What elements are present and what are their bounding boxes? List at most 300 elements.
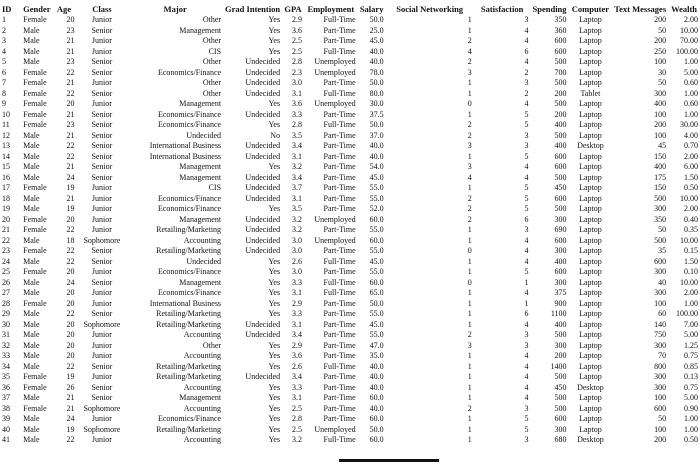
table-cell[interactable]: 50 — [658, 25, 667, 35]
table-cell[interactable]: 2 — [524, 67, 529, 77]
table-cell[interactable]: Part-Time — [323, 372, 356, 381]
table-cell[interactable]: 750 — [654, 330, 667, 339]
table-cell[interactable]: 6 — [524, 46, 529, 56]
table-cell[interactable]: 2 — [467, 193, 472, 203]
table-cell[interactable]: 3.4 — [292, 372, 302, 381]
table-cell[interactable]: 600 — [654, 403, 667, 413]
table-cell[interactable]: 38 — [2, 403, 10, 413]
table-cell[interactable]: 1 — [467, 435, 472, 444]
table-cell[interactable]: Laptop — [579, 225, 602, 234]
table-cell[interactable]: 78.0 — [369, 67, 384, 77]
table-cell[interactable]: Yes — [268, 36, 281, 45]
table-cell[interactable]: 2 — [467, 36, 472, 45]
table-cell[interactable]: 0.10 — [684, 267, 698, 276]
table-cell[interactable]: 400 — [554, 141, 567, 150]
table-cell[interactable]: 600 — [554, 36, 567, 45]
table-cell[interactable]: Laptop — [579, 256, 602, 266]
table-cell[interactable]: Accounting — [183, 351, 222, 360]
table-cell[interactable]: 3 — [524, 340, 529, 350]
table-cell[interactable]: 21 — [66, 393, 75, 402]
table-cell[interactable]: Undecided — [245, 141, 281, 150]
table-cell[interactable]: 600 — [554, 162, 567, 171]
table-cell[interactable]: Senior — [91, 246, 113, 255]
table-cell[interactable]: Female — [23, 15, 47, 24]
table-cell[interactable]: International Business — [149, 141, 222, 150]
table-cell[interactable]: Yes — [268, 46, 281, 56]
table-cell[interactable]: Male — [23, 25, 40, 35]
table-cell[interactable]: 200 — [554, 88, 567, 98]
table-cell[interactable]: Retailing/Marketing — [156, 225, 222, 234]
table-cell[interactable]: 0.75 — [684, 351, 698, 360]
table-cell[interactable]: 20 — [66, 340, 75, 350]
table-cell[interactable]: Junior — [91, 46, 112, 56]
table-cell[interactable]: 2 — [467, 403, 472, 413]
table-cell[interactable]: 500 — [554, 393, 567, 402]
table-cell[interactable]: 5 — [524, 204, 529, 213]
table-cell[interactable]: 2.00 — [684, 15, 698, 24]
table-cell[interactable]: 500 — [554, 130, 567, 140]
table-cell[interactable]: 1 — [467, 235, 472, 245]
table-cell[interactable]: 3.0 — [292, 267, 302, 276]
table-cell[interactable]: Laptop — [579, 15, 602, 24]
table-cell[interactable]: 400 — [554, 319, 567, 329]
table-cell[interactable]: Junior — [91, 298, 112, 308]
table-cell[interactable]: 55.0 — [369, 267, 384, 276]
table-cell[interactable]: Laptop — [579, 361, 602, 371]
table-cell[interactable]: 3.3 — [292, 382, 302, 392]
table-cell[interactable]: 2.5 — [292, 424, 302, 434]
table-cell[interactable]: Yes — [268, 424, 281, 434]
table-cell[interactable]: 1.50 — [684, 256, 698, 266]
table-cell[interactable]: 40.0 — [369, 151, 384, 161]
table-cell[interactable]: 0.15 — [684, 246, 698, 255]
table-cell[interactable]: 3 — [467, 141, 472, 150]
table-cell[interactable]: 800 — [654, 361, 667, 371]
table-cell[interactable]: 1 — [467, 78, 472, 87]
table-cell[interactable]: 45.0 — [369, 256, 384, 266]
table-cell[interactable]: 35 — [2, 372, 10, 381]
table-cell[interactable]: 10.00 — [680, 235, 698, 245]
table-cell[interactable]: Yes — [268, 256, 281, 266]
table-cell[interactable]: 50.0 — [369, 78, 384, 87]
table-cell[interactable]: 100 — [654, 424, 667, 434]
table-cell[interactable]: 29 — [2, 309, 10, 318]
table-cell[interactable]: 2.5 — [292, 46, 302, 56]
table-cell[interactable]: Management — [179, 172, 222, 182]
table-cell[interactable]: Unemployed — [314, 99, 356, 108]
table-cell[interactable]: Yes — [268, 267, 281, 276]
table-cell[interactable]: 300 — [654, 382, 667, 392]
table-cell[interactable]: Undecided — [245, 57, 281, 66]
table-cell[interactable]: 600 — [554, 235, 567, 245]
table-cell[interactable]: Tablet — [580, 88, 601, 98]
table-cell[interactable]: 65.0 — [369, 288, 384, 297]
table-cell[interactable]: 28 — [2, 298, 10, 308]
table-cell[interactable]: 55.0 — [369, 183, 384, 192]
table-cell[interactable]: 18 — [66, 235, 75, 245]
table-cell[interactable]: Laptop — [579, 193, 602, 203]
col-header-employment[interactable]: Employment — [307, 3, 355, 14]
table-cell[interactable]: 450 — [554, 183, 567, 192]
table-cell[interactable]: 2 — [467, 57, 472, 66]
table-cell[interactable]: Part-Time — [323, 151, 356, 161]
table-cell[interactable]: 3.3 — [292, 309, 302, 318]
table-cell[interactable]: Female — [23, 99, 47, 108]
table-cell[interactable]: 6 — [524, 214, 529, 224]
table-cell[interactable]: 100.00 — [676, 46, 698, 56]
table-cell[interactable]: 21 — [2, 225, 10, 234]
table-cell[interactable]: Junior — [91, 99, 112, 108]
table-cell[interactable]: Male — [23, 36, 40, 45]
table-cell[interactable]: Part-Time — [323, 393, 356, 402]
table-cell[interactable]: Male — [23, 424, 40, 434]
table-cell[interactable]: Female — [23, 78, 47, 87]
table-cell[interactable]: Undecided — [245, 78, 281, 87]
table-cell[interactable]: 3 — [524, 15, 529, 24]
table-cell[interactable]: 4 — [524, 393, 529, 402]
table-cell[interactable]: 400 — [654, 99, 667, 108]
table-cell[interactable]: 2.3 — [292, 67, 302, 77]
table-cell[interactable]: 3.3 — [292, 109, 302, 119]
table-cell[interactable]: Male — [23, 361, 40, 371]
table-cell[interactable]: 2.6 — [292, 256, 302, 266]
table-cell[interactable]: Male — [23, 235, 40, 245]
table-cell[interactable]: 37.5 — [369, 109, 384, 119]
table-cell[interactable]: Laptop — [579, 414, 602, 423]
table-cell[interactable]: 22 — [66, 141, 75, 150]
table-cell[interactable]: 4 — [524, 351, 529, 360]
table-cell[interactable]: 2.8 — [292, 120, 302, 129]
table-cell[interactable]: 55.0 — [369, 193, 384, 203]
table-cell[interactable]: 200 — [654, 36, 667, 45]
table-cell[interactable]: Part-Time — [323, 36, 356, 45]
table-cell[interactable]: Yes — [268, 277, 281, 287]
table-cell[interactable]: Full-Time — [323, 256, 356, 266]
table-cell[interactable]: 22 — [66, 225, 75, 234]
table-cell[interactable]: 30 — [658, 67, 667, 77]
table-cell[interactable]: 1.00 — [684, 424, 698, 434]
table-cell[interactable]: Part-Time — [323, 351, 356, 360]
table-cell[interactable]: 100 — [654, 57, 667, 66]
table-cell[interactable]: 70 — [658, 351, 667, 360]
table-cell[interactable]: Male — [23, 277, 40, 287]
table-cell[interactable]: Senior — [91, 361, 113, 371]
table-cell[interactable]: Yes — [268, 25, 281, 35]
table-cell[interactable]: Senior — [91, 172, 113, 182]
table-cell[interactable]: Female — [23, 267, 47, 276]
table-cell[interactable]: 2 — [2, 25, 6, 35]
table-cell[interactable]: Male — [23, 435, 40, 444]
table-cell[interactable]: Undecided — [245, 225, 281, 234]
table-cell[interactable]: 1.50 — [684, 172, 698, 182]
col-header-spending[interactable]: Spending — [532, 3, 567, 14]
table-cell[interactable]: 5 — [524, 120, 529, 129]
table-cell[interactable]: 23 — [66, 57, 75, 66]
table-cell[interactable]: Female — [23, 225, 47, 234]
table-cell[interactable]: Female — [23, 183, 47, 192]
table-cell[interactable]: Laptop — [579, 393, 602, 402]
table-cell[interactable]: 300 — [554, 246, 567, 255]
table-cell[interactable]: 100.00 — [676, 309, 698, 318]
table-cell[interactable]: 3 — [467, 67, 472, 77]
table-cell[interactable]: Junior — [91, 267, 112, 276]
table-cell[interactable]: 1.00 — [684, 109, 698, 119]
table-cell[interactable]: Male — [23, 46, 40, 56]
table-cell[interactable]: 21 — [66, 193, 75, 203]
table-cell[interactable]: Laptop — [579, 36, 602, 45]
table-cell[interactable]: Male — [23, 340, 40, 350]
table-cell[interactable]: Part-Time — [323, 267, 356, 276]
table-cell[interactable]: 21 — [66, 78, 75, 87]
table-cell[interactable]: 0 — [467, 99, 472, 108]
table-cell[interactable]: 400 — [554, 120, 567, 129]
table-cell[interactable]: 3 — [2, 36, 6, 45]
table-cell[interactable]: Unemployed — [314, 214, 356, 224]
table-cell[interactable]: International Business — [149, 298, 222, 308]
table-cell[interactable]: Retailing/Marketing — [156, 424, 222, 434]
table-cell[interactable]: 3.2 — [292, 435, 302, 444]
table-cell[interactable]: 150 — [654, 151, 667, 161]
col-header-gender[interactable]: Gender — [23, 3, 51, 14]
table-cell[interactable]: Female — [23, 109, 47, 119]
table-cell[interactable]: 2 — [467, 204, 472, 213]
table-cell[interactable]: 500 — [554, 204, 567, 213]
table-cell[interactable]: 30.00 — [680, 120, 698, 129]
table-cell[interactable]: 6.00 — [684, 162, 698, 171]
table-cell[interactable]: Laptop — [579, 288, 602, 297]
table-cell[interactable]: 0.90 — [684, 403, 698, 413]
table-cell[interactable]: 175 — [654, 172, 667, 182]
table-cell[interactable]: 4 — [524, 288, 529, 297]
table-cell[interactable]: Part-Time — [323, 193, 356, 203]
table-cell[interactable]: 1.00 — [684, 57, 698, 66]
table-cell[interactable]: 3 — [524, 130, 529, 140]
table-cell[interactable]: 21 — [66, 109, 75, 119]
table-cell[interactable]: Undecided — [245, 214, 281, 224]
table-cell[interactable]: 40.0 — [369, 361, 384, 371]
table-cell[interactable]: 4 — [524, 162, 529, 171]
table-cell[interactable]: CIS — [208, 183, 222, 192]
table-cell[interactable]: 41 — [2, 435, 10, 444]
table-cell[interactable]: Other — [202, 78, 222, 87]
table-cell[interactable]: Management — [179, 99, 222, 108]
table-cell[interactable]: Economics/Finance — [157, 120, 222, 129]
table-cell[interactable]: Laptop — [579, 330, 602, 339]
table-cell[interactable]: Economics/Finance — [157, 193, 222, 203]
table-cell[interactable]: 5.00 — [684, 393, 698, 402]
col-header-grad-intention[interactable]: Grad Intention — [225, 3, 281, 14]
table-cell[interactable]: 200 — [554, 109, 567, 119]
col-header-salary[interactable]: Salary — [359, 3, 384, 14]
table-cell[interactable]: 300 — [554, 340, 567, 350]
table-cell[interactable]: 1.00 — [684, 88, 698, 98]
table-cell[interactable]: 1 — [467, 414, 472, 423]
table-cell[interactable]: 21 — [66, 46, 75, 56]
table-cell[interactable]: 3.6 — [292, 99, 302, 108]
table-cell[interactable]: 1 — [467, 267, 472, 276]
table-cell[interactable]: Junior — [91, 372, 112, 381]
table-cell[interactable]: 2 — [524, 88, 529, 98]
table-cell[interactable]: 140 — [654, 319, 667, 329]
table-cell[interactable]: Desktop — [577, 382, 604, 392]
table-cell[interactable]: 500 — [554, 57, 567, 66]
table-cell[interactable]: Part-Time — [323, 109, 356, 119]
table-cell[interactable]: Laptop — [579, 130, 602, 140]
table-cell[interactable]: Desktop — [577, 141, 604, 150]
table-cell[interactable]: 11 — [2, 120, 10, 129]
table-cell[interactable]: 3.1 — [292, 151, 302, 161]
table-cell[interactable]: 1 — [467, 382, 472, 392]
table-cell[interactable]: 300 — [654, 340, 667, 350]
table-cell[interactable]: Part-Time — [323, 382, 356, 392]
col-header-age[interactable]: Age — [56, 3, 72, 14]
table-cell[interactable]: 2.00 — [684, 204, 698, 213]
table-cell[interactable]: Management — [179, 214, 222, 224]
table-cell[interactable]: Part-Time — [323, 340, 356, 350]
table-cell[interactable]: 3.2 — [292, 162, 302, 171]
table-cell[interactable]: 680 — [554, 435, 567, 444]
table-cell[interactable]: 1 — [467, 15, 472, 24]
table-cell[interactable]: 1 — [467, 393, 472, 402]
table-cell[interactable]: 8 — [2, 88, 6, 98]
table-cell[interactable]: Unemployed — [314, 424, 356, 434]
table-cell[interactable]: 22 — [66, 67, 75, 77]
table-cell[interactable]: CIS — [208, 46, 222, 56]
col-header-text-messages[interactable]: Text Messages — [614, 3, 667, 14]
table-cell[interactable]: Yes — [268, 298, 281, 308]
table-cell[interactable]: 20 — [66, 267, 75, 276]
table-cell[interactable]: 3.2 — [292, 214, 302, 224]
table-cell[interactable]: 3 — [524, 330, 529, 339]
table-cell[interactable]: 4 — [524, 99, 529, 108]
table-cell[interactable]: 25 — [2, 267, 10, 276]
table-cell[interactable]: 1.25 — [684, 340, 698, 350]
table-cell[interactable]: Other — [202, 88, 222, 98]
table-cell[interactable]: Management — [179, 25, 222, 35]
table-cell[interactable]: Female — [23, 246, 47, 255]
table-cell[interactable]: 24 — [66, 172, 75, 182]
table-cell[interactable]: Senior — [91, 141, 113, 150]
table-cell[interactable]: 2.6 — [292, 361, 302, 371]
table-cell[interactable]: Undecided — [186, 130, 222, 140]
table-cell[interactable]: 21 — [66, 162, 75, 171]
table-cell[interactable]: 4 — [524, 319, 529, 329]
table-cell[interactable]: Laptop — [579, 151, 602, 161]
table-cell[interactable]: 1 — [467, 372, 472, 381]
table-cell[interactable]: 54.0 — [369, 162, 384, 171]
table-cell[interactable]: 3.5 — [292, 130, 302, 140]
table-cell[interactable]: Retailing/Marketing — [156, 361, 222, 371]
table-cell[interactable]: 2.5 — [292, 403, 302, 413]
table-cell[interactable]: Senior — [91, 67, 113, 77]
table-cell[interactable]: 600 — [554, 151, 567, 161]
table-cell[interactable]: Junior — [91, 214, 112, 224]
table-cell[interactable]: Part-Time — [323, 141, 356, 150]
table-cell[interactable]: 5.00 — [684, 67, 698, 77]
table-cell[interactable]: 40.0 — [369, 57, 384, 66]
table-cell[interactable]: Accounting — [183, 330, 222, 339]
table-cell[interactable]: 3.2 — [292, 225, 302, 234]
col-header-class[interactable]: Class — [92, 3, 112, 14]
table-cell[interactable]: Male — [23, 309, 40, 318]
table-cell[interactable]: 40.0 — [369, 372, 384, 381]
table-cell[interactable]: Male — [23, 256, 40, 266]
table-cell[interactable]: 3.4 — [292, 330, 302, 339]
table-cell[interactable]: Yes — [268, 382, 281, 392]
table-cell[interactable]: Laptop — [579, 267, 602, 276]
table-cell[interactable]: 4 — [2, 46, 6, 56]
table-cell[interactable]: 40.0 — [369, 141, 384, 150]
table-cell[interactable]: Economics/Finance — [157, 288, 222, 297]
table-cell[interactable]: 500 — [554, 330, 567, 339]
table-cell[interactable]: 5.00 — [684, 330, 698, 339]
table-cell[interactable]: 0.35 — [684, 225, 698, 234]
table-cell[interactable]: 3.4 — [292, 141, 302, 150]
table-cell[interactable]: Senior — [91, 256, 113, 266]
table-cell[interactable]: 19 — [66, 183, 75, 192]
table-cell[interactable]: 100 — [654, 298, 667, 308]
table-cell[interactable]: 0.50 — [684, 183, 698, 192]
table-cell[interactable]: Full-Time — [323, 46, 356, 56]
table-cell[interactable]: Accounting — [183, 403, 222, 413]
table-cell[interactable]: 4 — [524, 256, 529, 266]
table-cell[interactable]: 2 — [467, 130, 472, 140]
table-cell[interactable]: Senior — [91, 277, 113, 287]
table-cell[interactable]: 60.0 — [369, 235, 384, 245]
table-cell[interactable]: Yes — [268, 393, 281, 402]
table-cell[interactable]: 4 — [524, 361, 529, 371]
table-cell[interactable]: 600 — [554, 414, 567, 423]
table-cell[interactable]: Junior — [91, 340, 112, 350]
table-cell[interactable]: 4 — [524, 172, 529, 182]
table-cell[interactable]: Senior — [91, 120, 113, 129]
table-cell[interactable]: Yes — [268, 120, 281, 129]
table-cell[interactable]: 3.6 — [292, 351, 302, 360]
table-cell[interactable]: 3 — [524, 403, 529, 413]
table-cell[interactable]: 26 — [2, 277, 10, 287]
table-cell[interactable]: 0.50 — [684, 435, 698, 444]
table-cell[interactable]: Undecided — [245, 109, 281, 119]
col-header-social-networking[interactable]: Social Networking — [396, 3, 464, 14]
table-cell[interactable]: Yes — [268, 340, 281, 350]
table-cell[interactable]: Female — [23, 298, 47, 308]
table-cell[interactable]: 50.0 — [369, 15, 384, 24]
table-cell[interactable]: Laptop — [579, 372, 602, 381]
table-cell[interactable]: Management — [179, 162, 222, 171]
table-cell[interactable]: 1 — [467, 183, 472, 192]
table-cell[interactable]: Laptop — [579, 78, 602, 87]
table-cell[interactable]: 19 — [2, 204, 10, 213]
table-cell[interactable]: Part-Time — [323, 204, 356, 213]
table-cell[interactable]: 2.8 — [292, 57, 302, 66]
table-cell[interactable]: Yes — [268, 351, 281, 360]
table-cell[interactable]: 4 — [524, 235, 529, 245]
table-cell[interactable]: 50 — [658, 414, 667, 423]
table-cell[interactable]: Laptop — [579, 204, 602, 213]
table-cell[interactable]: Female — [23, 120, 47, 129]
table-cell[interactable]: Undecided — [245, 246, 281, 255]
table-cell[interactable]: Laptop — [579, 403, 602, 413]
table-cell[interactable]: 1 — [467, 109, 472, 119]
table-cell[interactable]: Male — [23, 204, 40, 213]
table-cell[interactable]: 1 — [467, 288, 472, 297]
table-cell[interactable]: Retailing/Marketing — [156, 372, 222, 381]
table-cell[interactable]: Yes — [268, 15, 281, 24]
table-cell[interactable]: Male — [23, 393, 40, 402]
table-cell[interactable]: 32 — [2, 340, 10, 350]
table-cell[interactable]: 3.0 — [292, 78, 302, 87]
table-cell[interactable]: 4 — [467, 172, 472, 182]
